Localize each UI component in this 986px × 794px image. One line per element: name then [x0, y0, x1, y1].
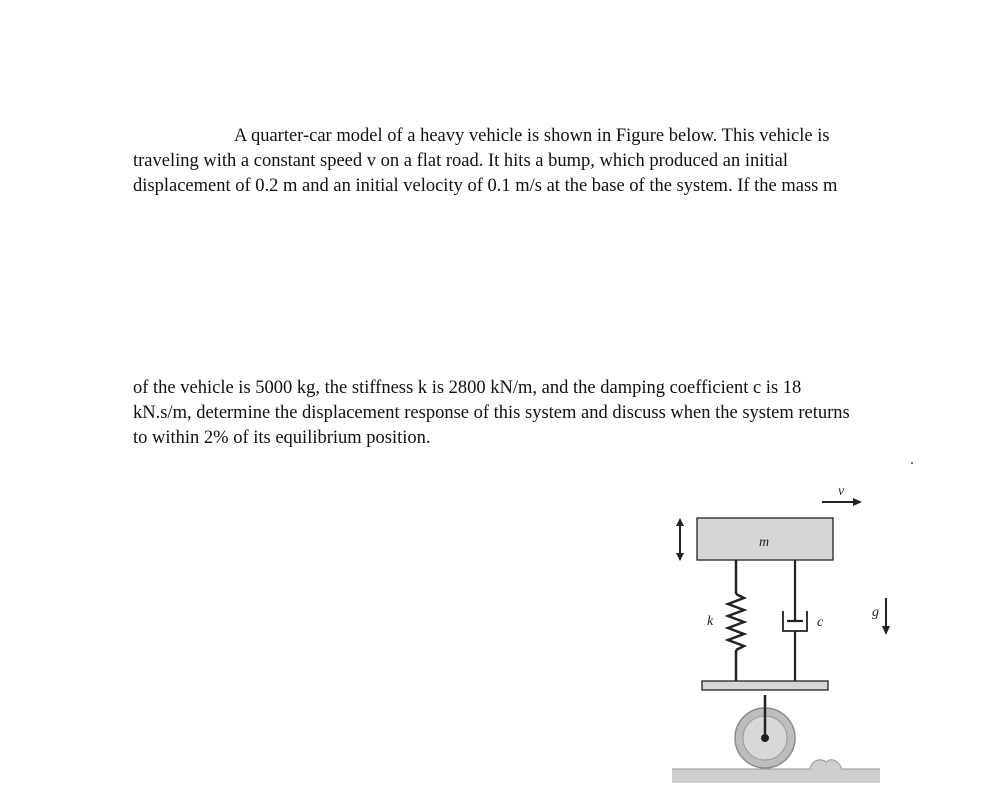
paragraph-1-line-3: displacement of 0.2 m and an initial velocity of 0.1 m/s at the base of the system. If the mass m	[133, 176, 838, 196]
paragraph-2-line-2: kN.s/m, determine the displacement response of this system and discuss when the system returns	[133, 403, 850, 423]
vertical-double-arrow	[676, 518, 684, 561]
paragraph-2-line-1: of the vehicle is 5000 kg, the stiffness k is 2800 kN/m, and the damping coefficient c is 18	[133, 378, 802, 398]
mass-label: m	[759, 535, 770, 550]
damper	[783, 560, 807, 681]
wheel	[735, 695, 795, 768]
velocity-arrow	[822, 498, 862, 506]
gravity-label: g	[872, 605, 879, 620]
paragraph-2-line-3: to within 2% of its equilibrium position.	[133, 428, 431, 448]
quarter-car-figure	[650, 478, 890, 788]
paragraph-1-line-1: A quarter-car model of a heavy vehicle is shown in Figure below. This vehicle is	[234, 126, 830, 146]
stray-dot	[911, 462, 913, 464]
axle-platform	[702, 681, 828, 690]
velocity-label: v	[838, 484, 845, 499]
paragraph-1-line-2: traveling with a constant speed v on a flat road. It hits a bump, which produced an initial	[133, 151, 789, 171]
spring-label: k	[707, 614, 714, 629]
spring	[728, 560, 744, 681]
problem-paragraph-1	[133, 124, 837, 199]
damper-label: c	[817, 615, 824, 630]
problem-paragraph-2	[133, 376, 850, 451]
gravity-arrow	[882, 598, 890, 635]
